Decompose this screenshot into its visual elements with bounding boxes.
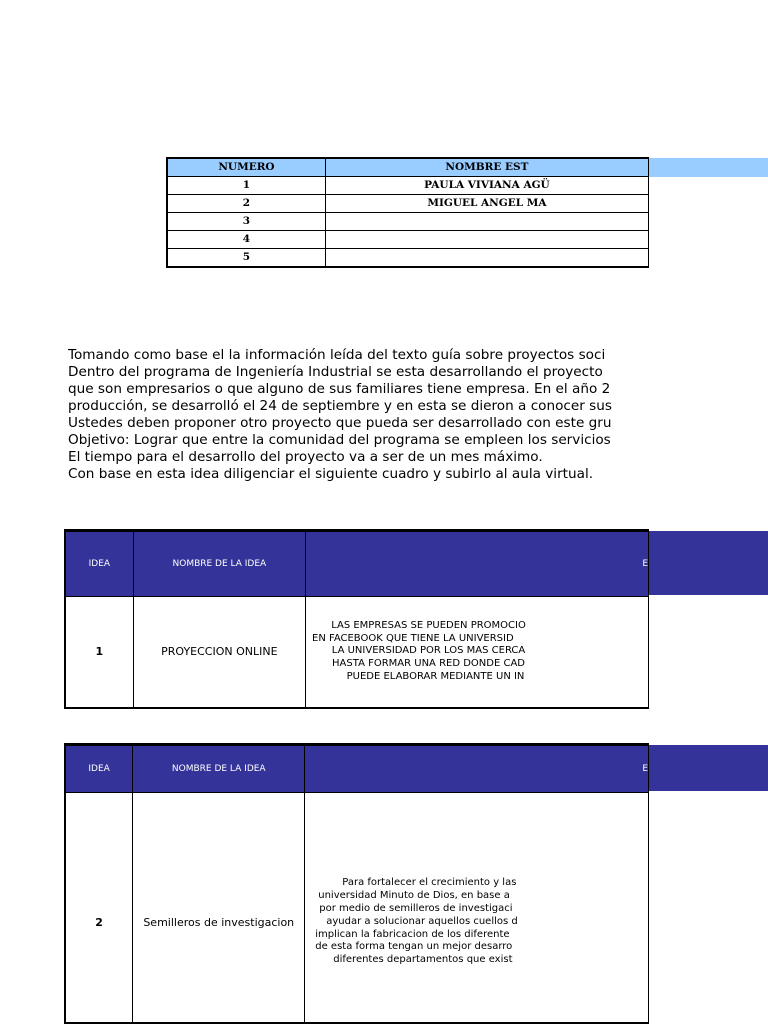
table-row xyxy=(167,213,649,231)
paragraph-line: producción, se desarrolló el 24 de septiembre y en esta se dieron a conocer sus xyxy=(68,398,612,414)
header-nombre: NOMBRE EST xyxy=(325,158,648,177)
header-descripcion: E xyxy=(305,745,649,793)
idea-table-1 xyxy=(64,529,649,709)
paragraph-line: Dentro del programa de Ingeniería Industrial se esta desarrollando el proyecto xyxy=(68,364,603,380)
idea-header-row xyxy=(65,531,649,597)
table-row xyxy=(167,195,649,213)
header-row-extension xyxy=(649,158,768,177)
student-number: 2 xyxy=(167,195,325,213)
table-row xyxy=(167,231,649,249)
paragraph-line: Tomando como base el la información leída del texto guía sobre proyectos soci xyxy=(68,347,606,363)
idea-number: 2 xyxy=(65,793,133,1023)
instructions-paragraph xyxy=(68,347,612,483)
header-descripcion: E xyxy=(306,531,649,597)
idea-number: 1 xyxy=(65,597,133,708)
header-numero: NUMERO xyxy=(167,158,325,177)
student-name xyxy=(325,231,648,249)
idea-row xyxy=(65,597,649,708)
paragraph-line: El tiempo para el desarrollo del proyecto va a ser de un mes máximo. xyxy=(68,449,543,465)
header-idea: IDEA xyxy=(65,745,133,793)
student-number: 4 xyxy=(167,231,325,249)
paragraph-line: que son empresarios o que alguno de sus familiares tiene empresa. En el año 2 xyxy=(68,381,611,397)
student-name: MIGUEL ANGEL MA xyxy=(325,195,648,213)
idea-name: Semilleros de investigacion xyxy=(133,793,305,1023)
header-idea: IDEA xyxy=(65,531,133,597)
paragraph-line: Objetivo: Lograr que entre la comunidad del programa se empleen los servicios xyxy=(68,432,611,448)
student-name xyxy=(325,249,648,268)
idea-description: LAS EMPRESAS SE PUEDEN PROMOCIO EN FACEBOOK QUE TIENE LA UNIVERSID LA UNIVERSIDAD POR LOS MAS CERCA HASTA FORMAR UNA RED DONDE CAD PUEDE ELABORAR MEDIANTE UN IN xyxy=(306,597,649,708)
students-table xyxy=(166,157,649,268)
student-number: 3 xyxy=(167,213,325,231)
paragraph-line: Con base en esta idea diligenciar el siguiente cuadro y subirlo al aula virtual. xyxy=(68,466,594,482)
idea-name: PROYECCION ONLINE xyxy=(133,597,305,708)
idea-description: Para fortalecer el crecimiento y las universidad Minuto de Dios, en base a por medio de semilleros de investigaci ayudar a solucionar aquellos cuellos d implican la fabricacion de los diferente de esta forma tengan un mejor desarro diferentes departamentos que exist xyxy=(305,793,649,1023)
student-number: 1 xyxy=(167,177,325,195)
idea-header-extension-2 xyxy=(649,745,768,791)
header-nombre-idea: NOMBRE DE LA IDEA xyxy=(133,745,305,793)
table-row xyxy=(167,177,649,195)
header-nombre-idea: NOMBRE DE LA IDEA xyxy=(133,531,305,597)
student-name xyxy=(325,213,648,231)
table-row xyxy=(167,249,649,268)
paragraph-line: Ustedes deben proponer otro proyecto que pueda ser desarrollado con este gru xyxy=(68,415,612,431)
idea-row xyxy=(65,793,649,1023)
student-name: PAULA VIVIANA AGÜ xyxy=(325,177,648,195)
idea-table-2 xyxy=(64,743,649,1024)
students-header-row xyxy=(167,158,649,177)
student-number: 5 xyxy=(167,249,325,268)
idea-header-extension-1 xyxy=(649,531,768,595)
idea-header-row xyxy=(65,745,649,793)
